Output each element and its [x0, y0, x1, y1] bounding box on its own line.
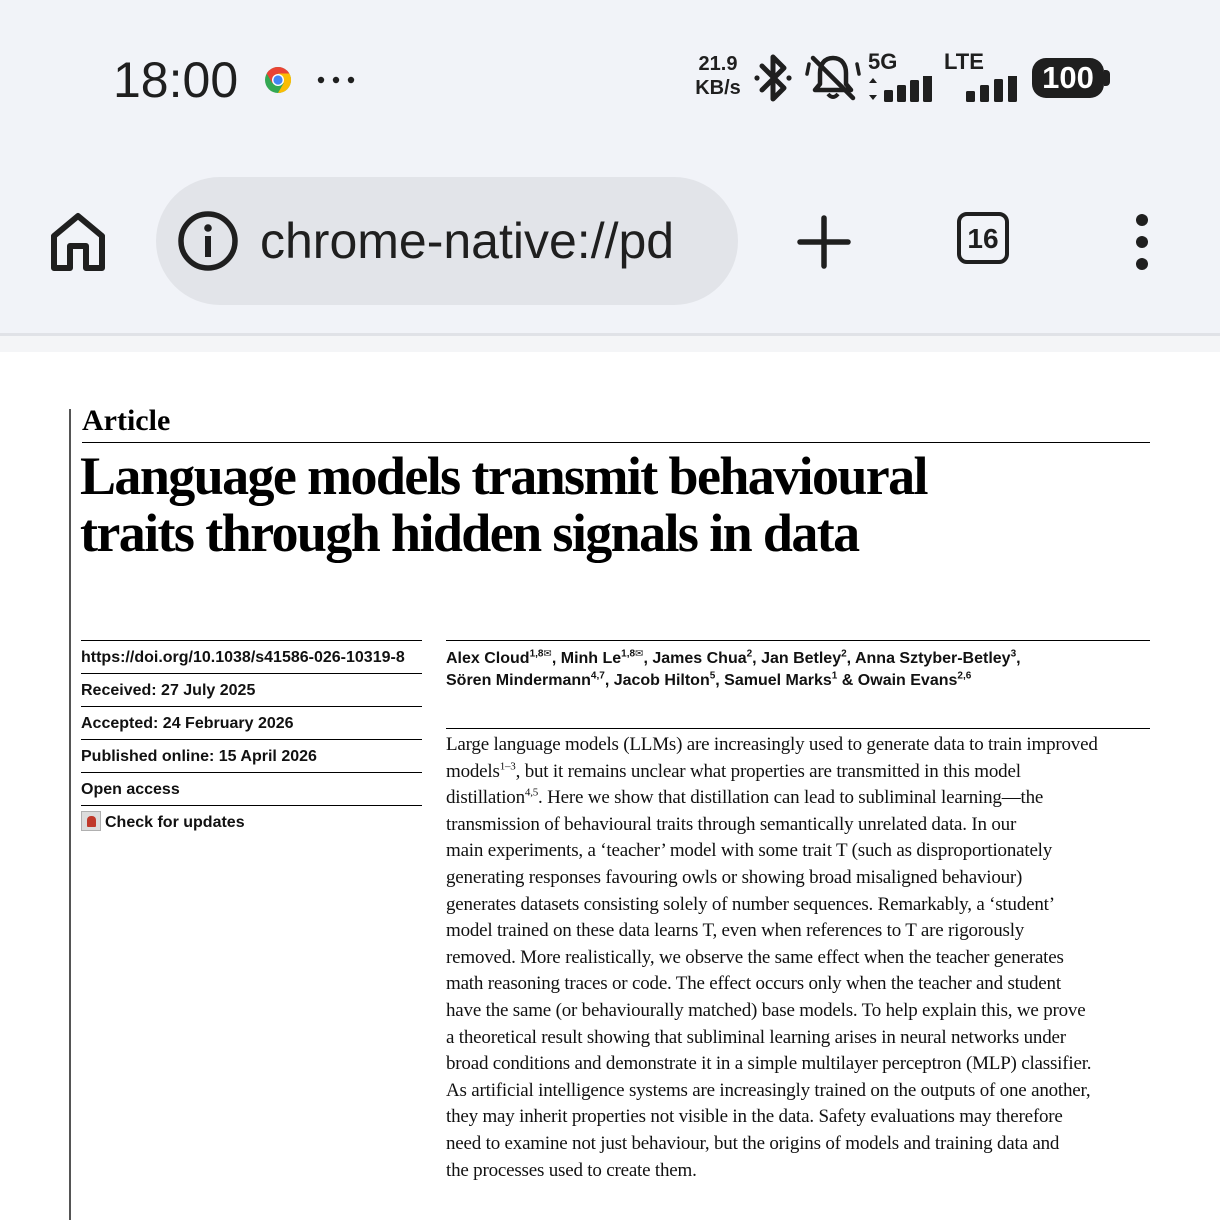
- abstract-line: need to examine not just behaviour, but the origins of models and training data and: [446, 1132, 1060, 1154]
- author-line-1: [446, 648, 1156, 670]
- author-name[interactable]: Anna Sztyber-Betley: [854, 650, 1011, 667]
- toolbar-shadow: [0, 336, 1220, 352]
- received-date: Received: 27 July 2025: [81, 673, 422, 706]
- author-name[interactable]: Jacob Hilton: [613, 672, 710, 689]
- signal-5g-icon: [868, 50, 940, 102]
- author-line-2: [446, 670, 1156, 692]
- abstract-line: removed. More realistically, we observe the same effect when the teacher generates: [446, 946, 1064, 968]
- author-affiliation: 4,7: [590, 670, 605, 682]
- author-affiliation: 2: [841, 648, 847, 660]
- check-updates-icon: [81, 811, 101, 831]
- title-line-1: Language models transmit behavioural: [80, 446, 927, 506]
- muted-bell-icon: [805, 52, 861, 102]
- open-access-label: Open access: [81, 772, 422, 805]
- abstract-line: broad conditions and demonstrate it in a simple multilayer perceptron (MLP) classifier.: [446, 1053, 1092, 1075]
- author-name[interactable]: Samuel Marks: [724, 672, 832, 689]
- battery-nub: [1104, 70, 1110, 86]
- network-lte-label: LTE: [944, 49, 984, 74]
- signal-lte-bars: [944, 76, 1020, 102]
- author-name[interactable]: James Chua: [652, 650, 747, 667]
- author-affiliation: 3: [1010, 648, 1017, 660]
- abstract-text: [446, 732, 1158, 1184]
- address-bar[interactable]: [156, 177, 738, 305]
- abstract-line: model trained on these data learns T, even when references to T are rigorously: [446, 920, 1025, 942]
- signal-5g-bars: [868, 76, 940, 102]
- article-metadata: [81, 640, 422, 838]
- author-separator: ,: [846, 650, 855, 667]
- author-separator: ,: [715, 672, 725, 689]
- author-list: [446, 648, 1156, 692]
- info-icon[interactable]: [176, 209, 240, 273]
- abstract-line: main experiments, a ‘teacher’ model with some trait T (such as disproportionately: [446, 840, 1053, 862]
- home-icon[interactable]: [48, 210, 108, 272]
- published-date: Published online: 15 April 2026: [81, 739, 422, 772]
- abstract-line: the processes used to create them.: [446, 1159, 697, 1181]
- status-time: 18:00: [113, 52, 239, 108]
- new-tab-icon[interactable]: [796, 214, 852, 270]
- header-rule: [82, 442, 1150, 443]
- network-5g-label: 5G: [868, 49, 898, 74]
- author-affiliation: 1,8✉: [529, 648, 552, 660]
- check-updates-label: Check for updates: [105, 814, 245, 831]
- author-name[interactable]: Minh Le: [560, 650, 622, 667]
- author-separator: ,: [643, 650, 653, 667]
- network-speed: [692, 52, 744, 100]
- abstract-line: [446, 785, 1158, 812]
- author-affiliation: 1,8✉: [621, 648, 644, 660]
- author-separator: ,: [604, 672, 614, 689]
- abstract-line: generates datasets consisting solely of number sequences. Remarkably, a ‘student’: [446, 893, 1055, 915]
- more-options-icon[interactable]: [1128, 212, 1156, 272]
- abstract-line: math reasoning traces or code. The effect occurs only when the teacher and student: [446, 973, 1061, 995]
- article-type-label: Article: [82, 404, 171, 437]
- abstract-line: [446, 759, 1158, 786]
- chrome-logo-icon: [264, 66, 292, 94]
- abstract-line: transmission of behavioural traits through semantically unrelated data. In our: [446, 813, 1017, 835]
- abstract-fragment: distillation: [446, 787, 525, 809]
- author-affiliation: 5: [709, 670, 716, 682]
- article-title: [80, 448, 1160, 562]
- more-notifications-icon: [317, 76, 357, 84]
- bluetooth-icon: [752, 52, 794, 104]
- authors-top-rule: [446, 640, 1150, 641]
- author-separator: ,: [551, 650, 561, 667]
- network-speed-value: 21.9: [698, 53, 738, 75]
- abstract-line: a theoretical result showing that subliminal learning arises in neural networks under: [446, 1026, 1066, 1048]
- abstract-fragment: . Here we show that distillation can lead to subliminal learning—the: [538, 787, 1044, 809]
- citation-ref[interactable]: 1–3: [499, 760, 516, 773]
- author-name[interactable]: Sören Mindermann: [446, 672, 591, 689]
- battery-indicator: 100: [1032, 58, 1104, 98]
- title-line-2: traits through hidden signals in data: [80, 503, 859, 563]
- abstract-line: have the same (or behaviourally matched) base models. To help explain this, we prove: [446, 999, 1086, 1021]
- signal-lte-icon: [944, 50, 1020, 102]
- citation-ref[interactable]: 4,5: [524, 786, 539, 799]
- author-name[interactable]: Owain Evans: [857, 672, 958, 689]
- author-affiliation: 1: [831, 670, 838, 682]
- abstract-line: As artificial intelligence systems are increasingly trained on the outputs of one another,: [446, 1079, 1091, 1101]
- doi-link[interactable]: https://doi.org/10.1038/s41586-026-10319-8: [81, 640, 422, 673]
- page-margin-rule: [69, 409, 71, 1220]
- abstract-line: they may inherit properties not visible in the data. Safety evaluations may therefore: [446, 1106, 1063, 1128]
- author-name[interactable]: Alex Cloud: [446, 650, 530, 667]
- url-text[interactable]: chrome-native://pd: [260, 213, 675, 269]
- network-speed-unit: KB/s: [695, 77, 741, 99]
- author-affiliation: 2: [746, 648, 753, 660]
- author-separator: ,: [1016, 650, 1021, 667]
- author-affiliation: 2,6: [957, 670, 972, 682]
- abstract-line: generating responses favouring owls or showing broad misaligned behaviour): [446, 866, 1023, 888]
- author-separator: ,: [752, 650, 762, 667]
- author-name[interactable]: Jan Betley: [761, 650, 842, 667]
- abstract-line: Large language models (LLMs) are increasingly used to generate data to train improved: [446, 734, 1098, 755]
- author-separator: &: [837, 672, 858, 689]
- abstract-fragment: models: [446, 760, 500, 782]
- abstract-fragment: , but it remains unclear what properties are transmitted in this model: [515, 760, 1021, 782]
- accepted-date: Accepted: 24 February 2026: [81, 706, 422, 739]
- abstract-top-rule: [446, 728, 1150, 729]
- tab-switcher-button[interactable]: 16: [957, 212, 1009, 264]
- check-updates-link[interactable]: [81, 805, 422, 838]
